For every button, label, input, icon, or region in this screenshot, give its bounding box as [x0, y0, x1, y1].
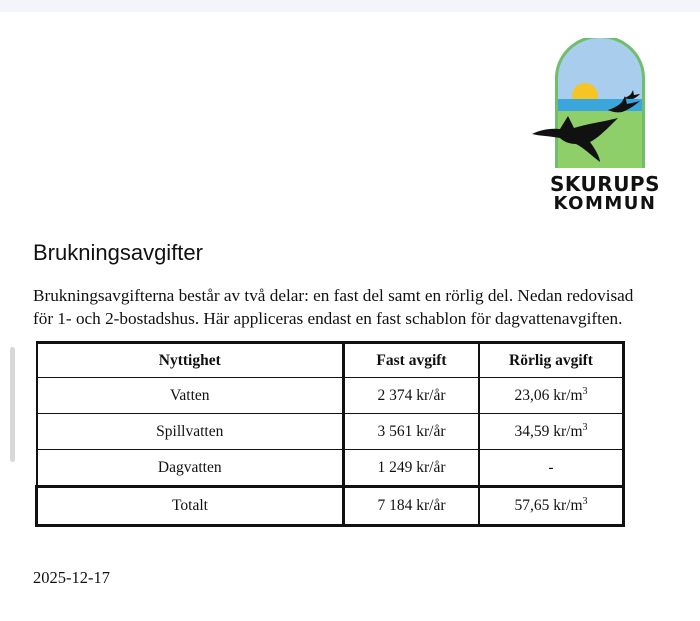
- variable-fee-value: 34,59 kr/m: [514, 422, 583, 440]
- cell-variable-fee: [479, 378, 624, 414]
- cell-name: Spillvatten: [37, 414, 344, 450]
- column-header-nyttighet: Nyttighet: [37, 343, 344, 378]
- scrollbar-thumb[interactable]: [10, 347, 15, 462]
- browser-top-bar: [0, 0, 700, 12]
- logo-text-skurups: SKURUPS: [550, 172, 660, 196]
- cell-fixed-fee: 2 374 kr/år: [344, 378, 480, 414]
- intro-line-2: för 1- och 2-bostadshus. Här appliceras endast en fast schablon för dagvattenavgiften.: [33, 309, 623, 328]
- fee-table: [35, 341, 625, 527]
- table-header-row: [37, 343, 624, 378]
- unit-exponent: 3: [582, 421, 588, 433]
- page-title: Brukningsavgifter: [33, 240, 203, 265]
- table-total-row: [37, 487, 624, 526]
- table-row: [37, 414, 624, 450]
- total-variable-fee-value: 57,65 kr/m: [514, 497, 583, 514]
- unit-exponent: 3: [582, 385, 588, 397]
- table-row: [37, 378, 624, 414]
- column-header-fast-avgift: Fast avgift: [344, 343, 480, 378]
- variable-fee-value: 23,06 kr/m: [514, 386, 583, 404]
- cell-total-name: Totalt: [37, 487, 344, 526]
- cell-variable-fee: [479, 414, 624, 450]
- intro-paragraph: [33, 284, 700, 330]
- variable-fee-value: -: [548, 458, 554, 476]
- cell-total-fixed-fee: 7 184 kr/år: [344, 487, 480, 526]
- unit-exponent: 3: [582, 495, 588, 507]
- document-date: 2025-12-17: [33, 568, 110, 587]
- logo-emblem-icon: [530, 38, 670, 168]
- table-row: [37, 450, 624, 487]
- cell-fixed-fee: 1 249 kr/år: [344, 450, 480, 487]
- cell-variable-fee: [479, 450, 624, 487]
- cell-name: Vatten: [37, 378, 344, 414]
- column-header-rorlig-avgift: Rörlig avgift: [479, 343, 624, 378]
- skurups-kommun-logo: [530, 38, 670, 218]
- cell-total-variable-fee: [479, 487, 624, 526]
- cell-fixed-fee: 3 561 kr/år: [344, 414, 480, 450]
- cell-name: Dagvatten: [37, 450, 344, 487]
- intro-line-1: Brukningsavgifterna består av två delar: en fast del samt en rörlig del. Nedan redovisad: [33, 286, 634, 305]
- logo-text-kommun: KOMMUN: [553, 193, 657, 214]
